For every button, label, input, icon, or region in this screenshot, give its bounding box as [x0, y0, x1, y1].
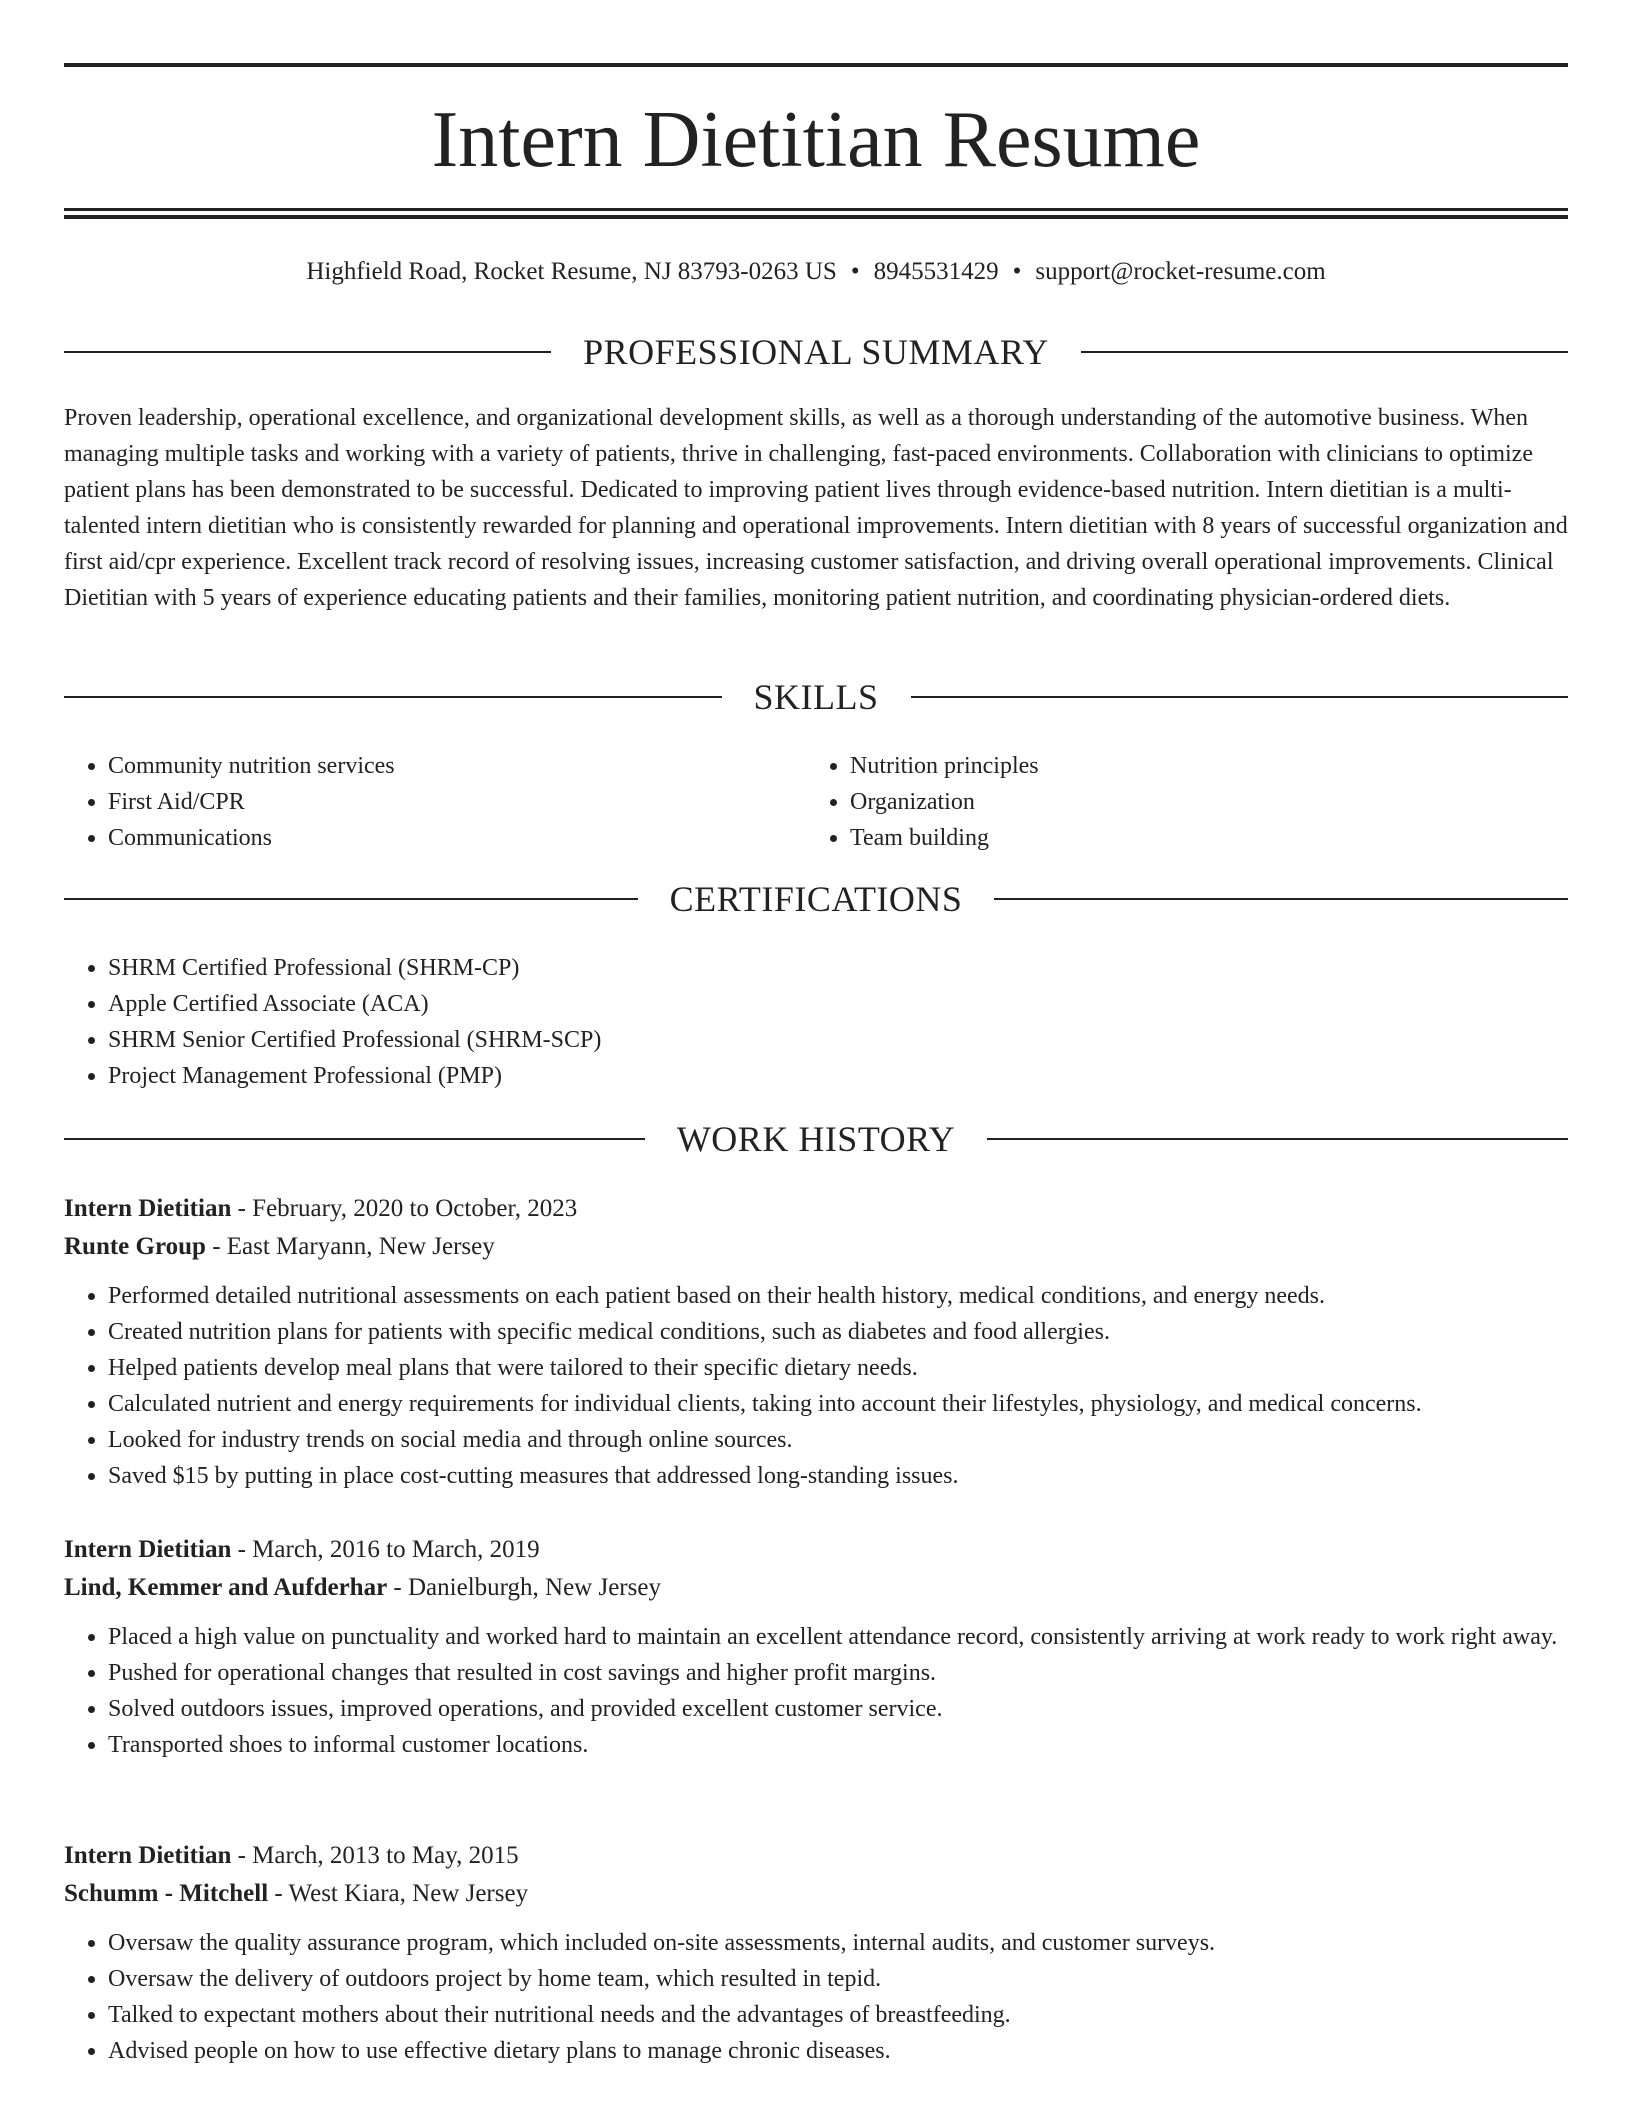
job-title-line — [64, 1531, 1568, 1569]
heading-rule — [64, 351, 551, 353]
section-heading-certifications — [64, 877, 1568, 921]
job-dates: - March, 2016 to March, 2019 — [231, 1536, 540, 1563]
job-dates: - March, 2013 to May, 2015 — [231, 1842, 519, 1869]
job-dates: - February, 2020 to October, 2023 — [231, 1195, 578, 1222]
section-heading-summary — [64, 330, 1568, 374]
job-title: Intern Dietitian — [64, 1842, 232, 1869]
skills-column-left — [64, 748, 806, 856]
heading-rule — [64, 1138, 645, 1140]
job-bullet: • Created nutrition plans for patients with specific medical conditions, such as diabetes and food allergies. — [108, 1314, 1568, 1350]
certification-item: • Project Management Professional (PMP) — [108, 1058, 1568, 1094]
section-heading-work-history — [64, 1117, 1568, 1161]
skills-column-right — [806, 748, 1548, 856]
top-rule — [64, 63, 1568, 67]
job-bullet: • Transported shoes to informal customer locations. — [108, 1727, 1568, 1763]
contact-email: support@rocket-resume.com — [1035, 258, 1326, 285]
job-title: Intern Dietitian — [64, 1195, 232, 1222]
section-title: SKILLS — [753, 677, 879, 717]
heading-rule — [1081, 351, 1568, 353]
job-company: Runte Group — [64, 1233, 206, 1260]
skill-item: • Organization — [850, 784, 1548, 820]
job-company: Schumm - Mitchell — [64, 1880, 269, 1907]
job-title-line — [64, 1837, 1568, 1875]
skill-item: • Team building — [850, 820, 1548, 856]
certification-item: • SHRM Senior Certified Professional (SHRM-SCP) — [108, 1022, 1568, 1058]
job-bullet: • Placed a high value on punctuality and worked hard to maintain an excellent attendance record, consistently arriving at work ready to work right away. — [108, 1619, 1568, 1655]
job-company: Lind, Kemmer and Aufderhar — [64, 1574, 388, 1601]
summary-paragraph: Proven leadership, operational excellence, and organizational development skills, as well as a thorough understanding of the automotive business. When managing multiple tasks and working with a variety of patients, thrive in challenging, fast-paced environments. Collaboration with clinicians to optimize patient plans has been demonstrated to be successful. Dedicated to improving patient lives through evidence-based nutrition. Intern dietitian is a multi-talented intern dietitian who is consistently rewarded for planning and operational improvements. Intern dietitian with 8 years of successful organization and first aid/cpr experience. Excellent track record of resolving issues, increasing customer satisfaction, and driving overall operational improvements. Clinical Dietitian with 5 years of experience educating patients and their families, monitoring patient nutrition, and coordinating physician-ordered diets. — [64, 405, 1568, 611]
job-bullet: • Performed detailed nutritional assessments on each patient based on their health history, medical conditions, and energy needs. — [108, 1278, 1568, 1314]
section-title: PROFESSIONAL SUMMARY — [583, 332, 1049, 372]
section-heading-skills — [64, 675, 1568, 719]
job-company-line — [64, 1228, 1568, 1266]
certification-item: • Apple Certified Associate (ACA) — [108, 986, 1568, 1022]
job-location: - East Maryann, New Jersey — [205, 1233, 495, 1260]
job-title: Intern Dietitian — [64, 1536, 232, 1563]
contact-address: Highfield Road, Rocket Resume, NJ 83793-0263 US — [306, 258, 837, 285]
certifications-list — [64, 950, 1568, 1094]
heading-rule — [987, 1138, 1568, 1140]
heading-rule — [64, 696, 722, 698]
job-company-line — [64, 1569, 1568, 1607]
job-bullet: • Oversaw the quality assurance program, which included on-site assessments, internal audits, and customer surveys. — [108, 1925, 1568, 1961]
job-title-line — [64, 1190, 1568, 1228]
section-title: WORK HISTORY — [676, 1119, 956, 1159]
job-entry — [64, 1190, 1568, 1494]
skill-item: • First Aid/CPR — [108, 784, 806, 820]
job-entry — [64, 1837, 1568, 2069]
job-location: - Danielburgh, New Jersey — [387, 1574, 661, 1601]
job-bullet: • Advised people on how to use effective dietary plans to manage chronic diseases. — [108, 2033, 1568, 2069]
page-title: Intern Dietitian Resume — [431, 96, 1201, 184]
job-bullet: • Oversaw the delivery of outdoors project by home team, which resulted in tepid. — [108, 1961, 1568, 1997]
job-bullet: • Pushed for operational changes that resulted in cost savings and higher profit margins. — [108, 1655, 1568, 1691]
heading-rule — [64, 898, 638, 900]
job-bullet: • Helped patients develop meal plans that were tailored to their specific dietary needs. — [108, 1350, 1568, 1386]
certification-item: • SHRM Certified Professional (SHRM-CP) — [108, 950, 1568, 986]
skill-item: • Community nutrition services — [108, 748, 806, 784]
job-bullet: • Saved $15 by putting in place cost-cutting measures that addressed long-standing issues. — [108, 1458, 1568, 1494]
job-location: - West Kiara, New Jersey — [268, 1880, 529, 1907]
job-bullet: • Solved outdoors issues, improved operations, and provided excellent customer service. — [108, 1691, 1568, 1727]
job-entry — [64, 1531, 1568, 1763]
heading-rule — [994, 898, 1568, 900]
contact-separator: • — [1012, 258, 1022, 285]
contact-separator: • — [850, 258, 860, 285]
job-company-line — [64, 1875, 1568, 1913]
contact-line — [64, 255, 1568, 289]
heading-rule — [911, 696, 1569, 698]
skill-item: • Communications — [108, 820, 806, 856]
job-bullet: • Looked for industry trends on social media and through online sources. — [108, 1422, 1568, 1458]
job-bullet: • Talked to expectant mothers about their nutritional needs and the advantages of breastfeeding. — [108, 1997, 1568, 2033]
skills-list — [64, 748, 1568, 856]
section-title: CERTIFICATIONS — [669, 879, 963, 919]
skill-item: • Nutrition principles — [850, 748, 1548, 784]
title-double-rule — [64, 208, 1568, 219]
job-bullet: • Calculated nutrient and energy requirements for individual clients, taking into account their lifestyles, physiology, and medical concerns. — [108, 1386, 1568, 1422]
contact-phone: 8945531429 — [873, 258, 999, 285]
